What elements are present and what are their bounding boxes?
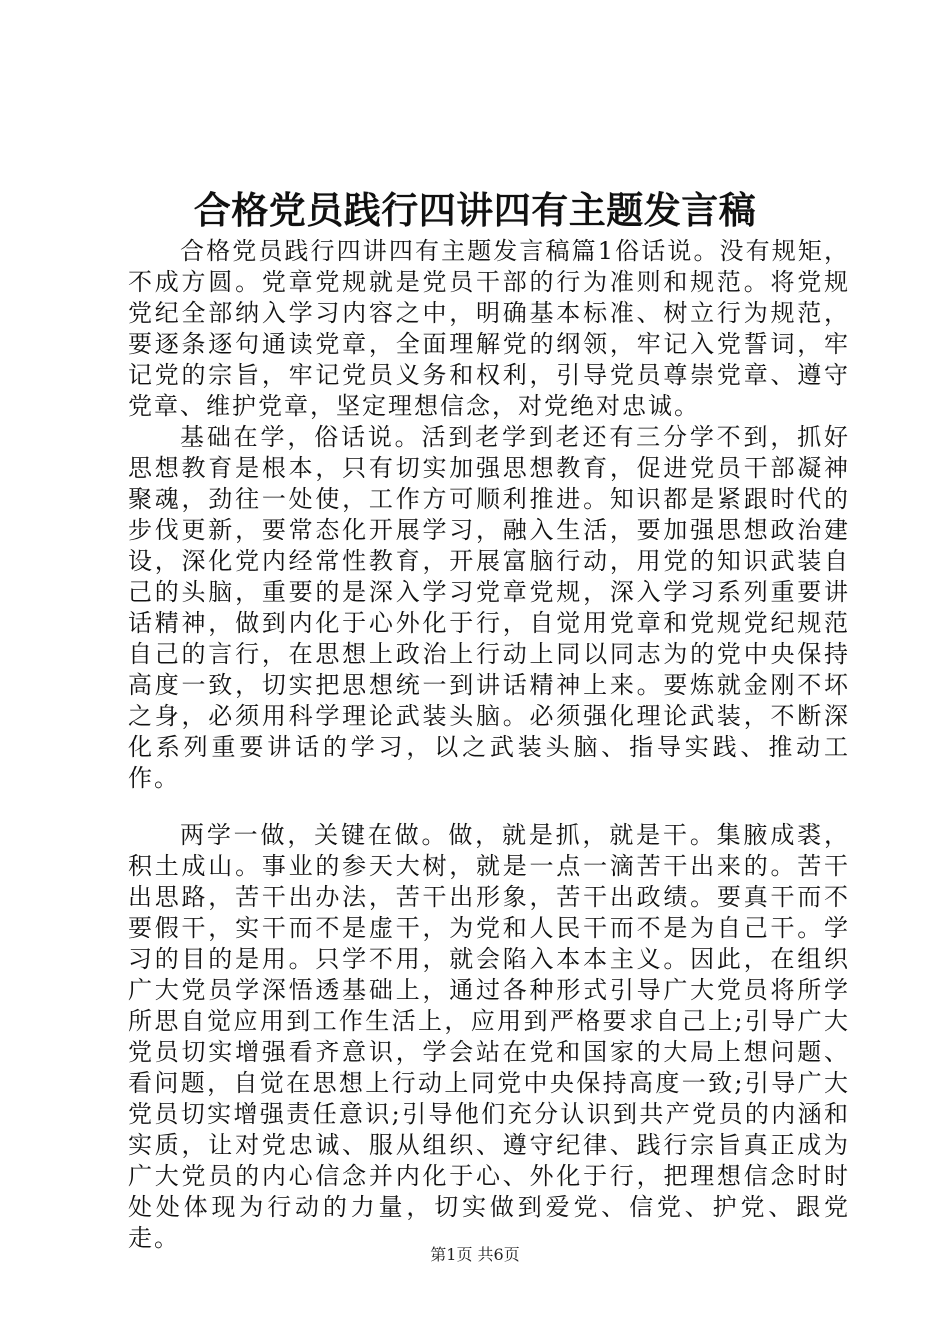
document-title: 合格党员践行四讲四有主题发言稿 (193, 188, 757, 232)
page-footer: 第1页 共6页 (430, 1245, 520, 1264)
paragraph-2: 基础在学，俗话说。活到老学到老还有三分学不到，抓好思想教育是根本，只有切实加强思想教育，促进党员干部凝神聚魂，劲往一处使，工作方可顺利推进。知识都是紧跟时代的步伐更新，要常态化开展学习，融入生活，要加强思想政治建设，深化党内经常性教育，开展富脑行动，用党的知识武装自己的头脑，重要的是深入学习党章党规，深入学习系列重要讲话精神，做到内化于心外化于行，自觉用党章和党规党纪规范自己的言行，在思想上政治上行动上同以同志为的党中央保持高度一致，切实把思想统一到讲话精神上来。要炼就金刚不坏之身，必须用科学理论武装头脑。必须强化理论武装，不断深化系列重要讲话的学习，以之武装头脑、指导实践、推动工作。 (128, 423, 850, 792)
document-body (128, 236, 850, 1254)
paragraph-1: 合格党员践行四讲四有主题发言稿篇1俗话说。没有规矩，不成方圆。党章党规就是党员干部的行为准则和规范。将党规党纪全部纳入学习内容之中，明确基本标准、树立行为规范，要逐条逐句通读党章，全面理解党的纲领，牢记入党誓词，牢记党的宗旨，牢记党员义务和权利，引导党员尊崇党章、遵守党章、维护党章，坚定理想信念，对党绝对忠诚。 (128, 237, 850, 420)
paragraph-3: 两学一做，关键在做。做，就是抓，就是干。集腋成裘，积土成山。事业的参天大树，就是一点一滴苦干出来的。苦干出思路，苦干出办法，苦干出形象，苦干出政绩。要真干而不要假干，实干而不是虚干，为党和人民干而不是为自己干。学习的目的是用。只学不用，就会陷入本本主义。因此，在组织广大党员学深悟透基础上，通过各种形式引导广大党员将所学所思自觉应用到工作生活上，应用到严格要求自己上;引导广大党员切实增强看齐意识，学会站在党和国家的大局上想问题、看问题，自觉在思想上行动上同党中央保持高度一致;引导广大党员切实增强责任意识;引导他们充分认识到共产党员的内涵和实质，让对党忠诚、服从组织、遵守纪律、践行宗旨真正成为广大党员的内心信念并内化于心、外化于行，把理想信念时时处处体现为行动的力量，切实做到爱党、信党、护党、跟党走。 (128, 821, 850, 1252)
